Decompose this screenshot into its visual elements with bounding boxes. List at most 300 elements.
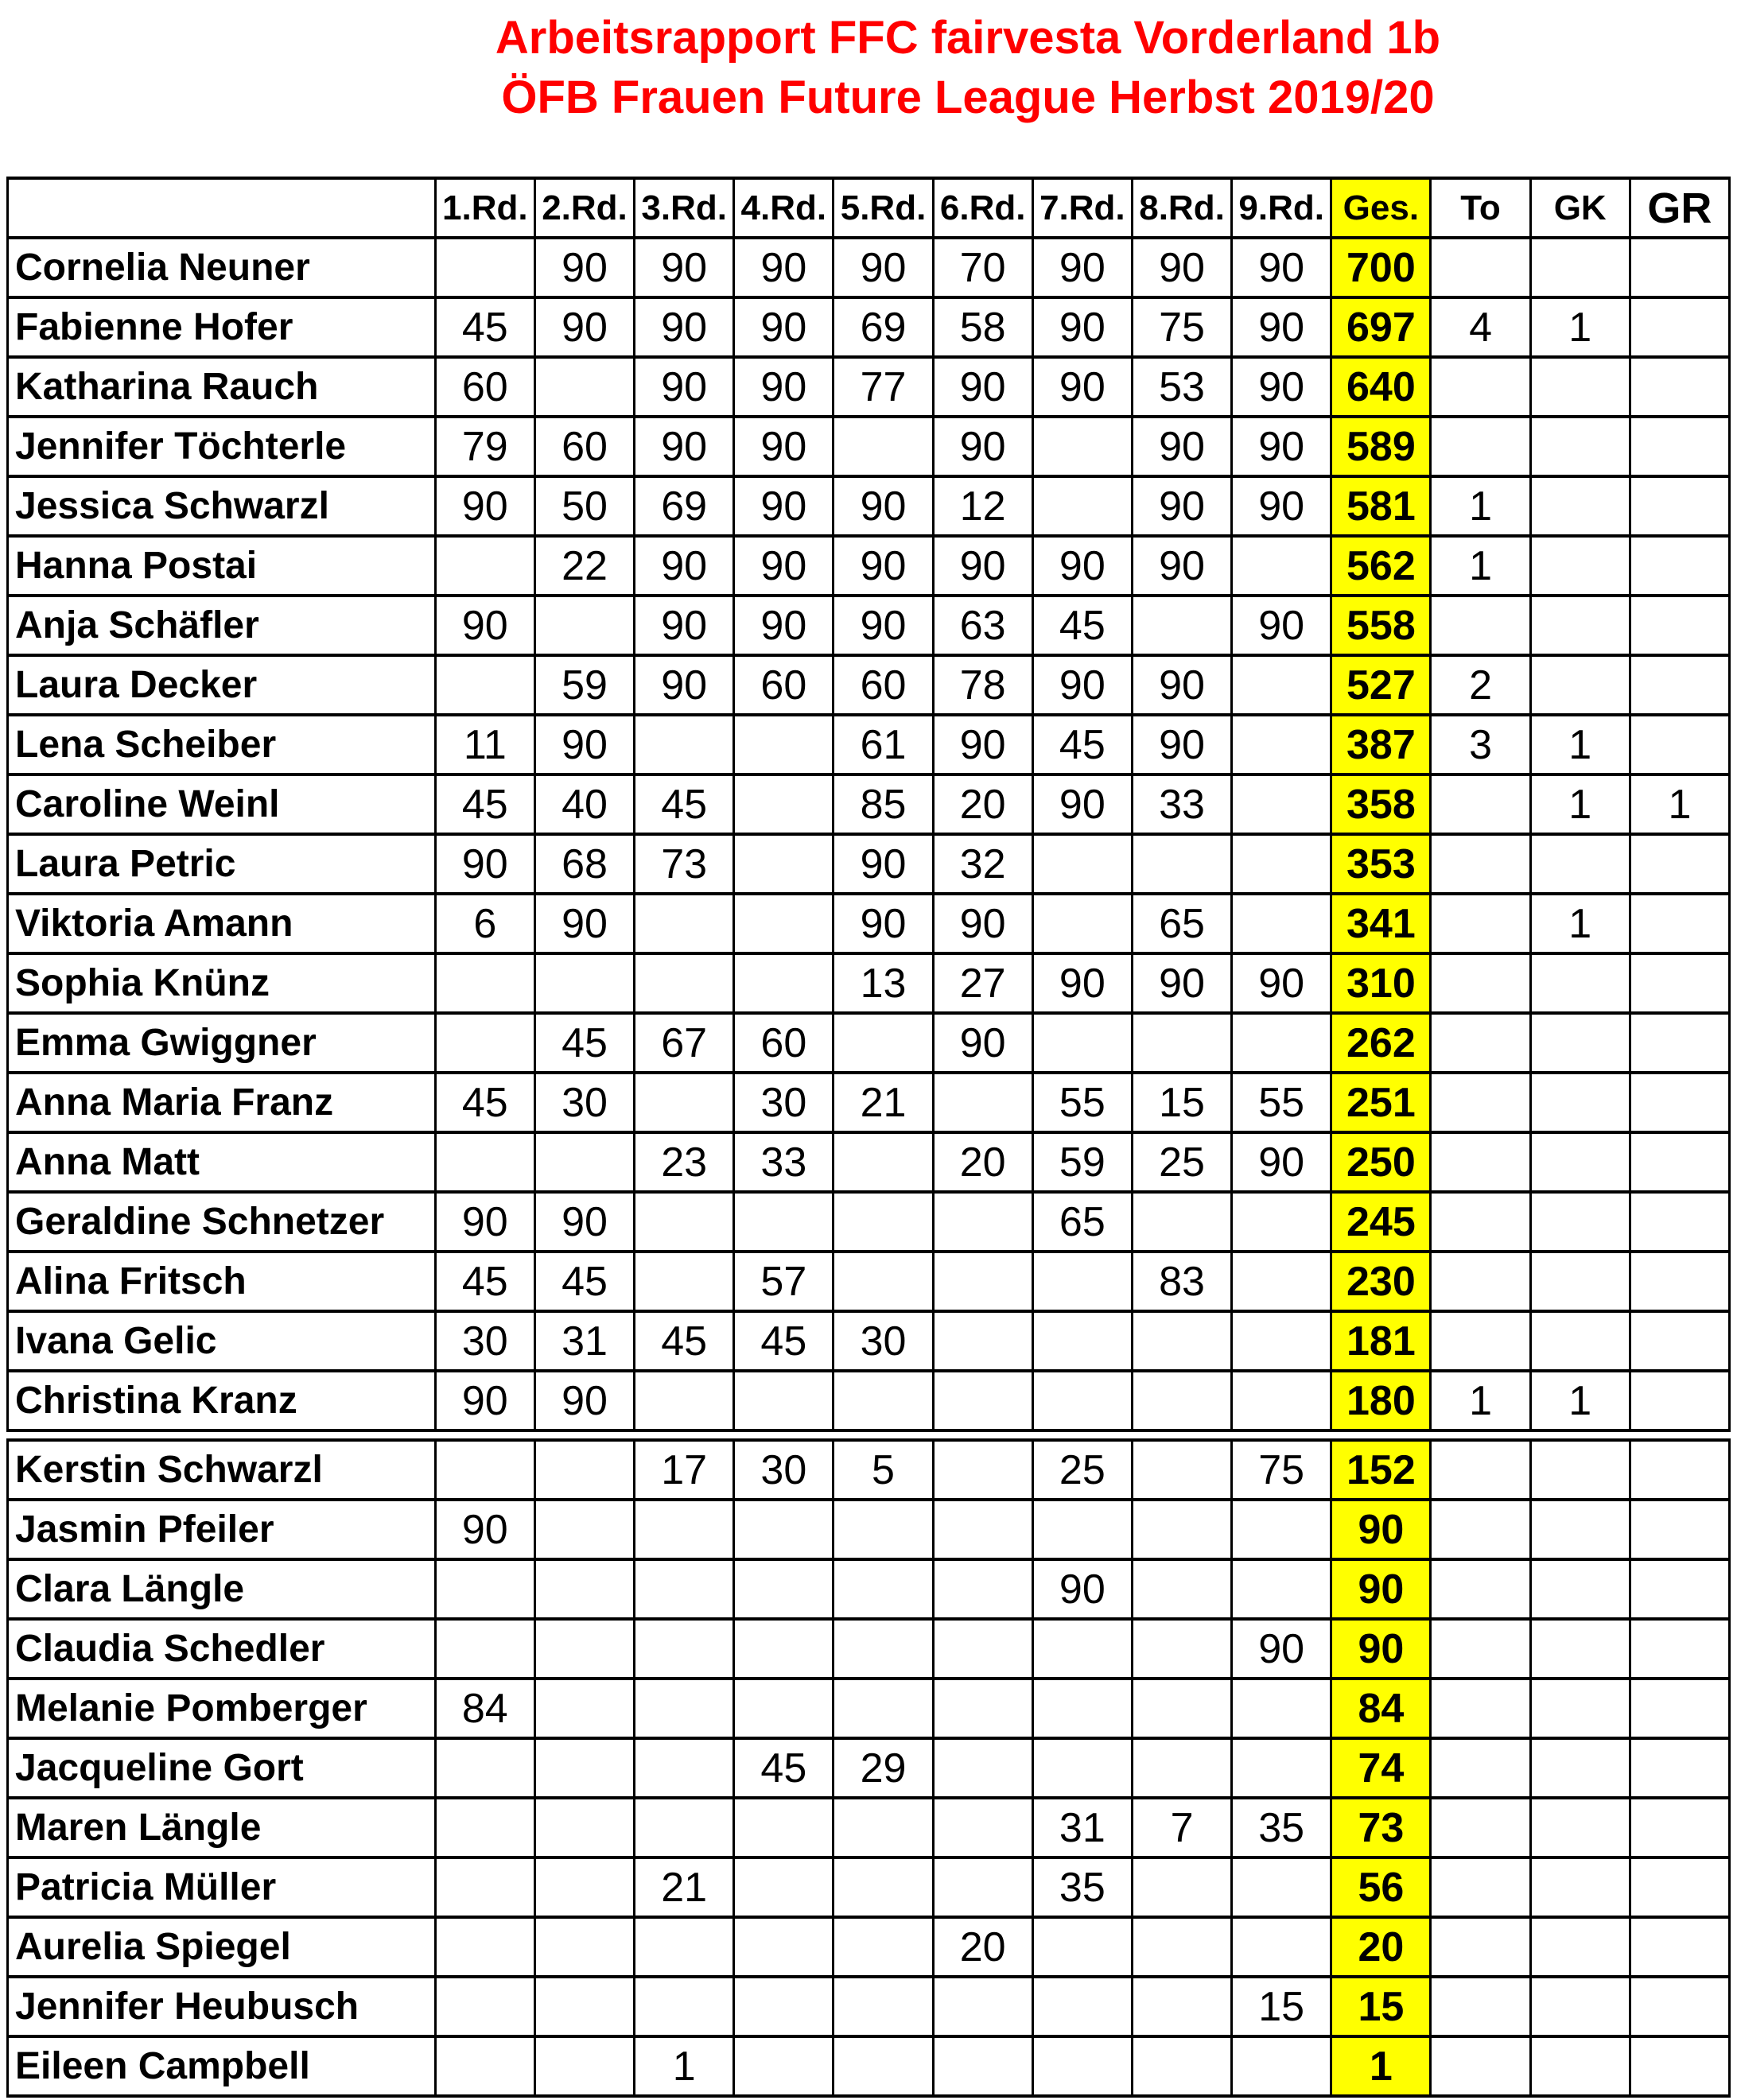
round-cell: 90 bbox=[435, 834, 534, 894]
round-cell: 90 bbox=[1032, 774, 1132, 834]
table-row bbox=[8, 1738, 1730, 1798]
round-cell bbox=[1032, 1500, 1132, 1559]
round-cell: 90 bbox=[933, 1013, 1032, 1073]
table-row bbox=[8, 417, 1730, 476]
gk-cell: 1 bbox=[1530, 894, 1630, 953]
round-cell: 69 bbox=[635, 476, 734, 536]
table-row bbox=[8, 1073, 1730, 1132]
gk-cell bbox=[1530, 1857, 1630, 1917]
round-cell: 45 bbox=[534, 1252, 634, 1311]
round-cell: 21 bbox=[834, 1073, 933, 1132]
round-cell: 21 bbox=[635, 1857, 734, 1917]
round-cell bbox=[1032, 1619, 1132, 1679]
round-cell: 69 bbox=[834, 297, 933, 357]
player-name-cell: Anna Maria Franz bbox=[8, 1073, 436, 1132]
gr-cell bbox=[1630, 297, 1729, 357]
table-row bbox=[8, 536, 1730, 596]
gr-cell bbox=[1630, 1073, 1729, 1132]
gk-cell bbox=[1530, 1977, 1630, 2036]
round-cell bbox=[933, 1738, 1032, 1798]
round-cell bbox=[534, 953, 634, 1013]
round-cell bbox=[635, 1192, 734, 1252]
to-cell bbox=[1431, 417, 1530, 476]
round-cell bbox=[435, 655, 534, 715]
round-cell bbox=[933, 1073, 1032, 1132]
round-cell: 90 bbox=[734, 357, 834, 417]
round-cell bbox=[534, 1977, 634, 2036]
round-header-cell: 3.Rd. bbox=[635, 178, 734, 238]
round-cell: 29 bbox=[834, 1738, 933, 1798]
round-cell bbox=[734, 1798, 834, 1857]
round-cell bbox=[834, 417, 933, 476]
table-row bbox=[8, 357, 1730, 417]
round-cell bbox=[834, 1857, 933, 1917]
round-cell bbox=[1032, 476, 1132, 536]
round-cell: 45 bbox=[734, 1738, 834, 1798]
round-cell: 90 bbox=[834, 894, 933, 953]
round-cell bbox=[435, 1917, 534, 1977]
round-cell: 55 bbox=[1032, 1073, 1132, 1132]
ges-total-cell: 262 bbox=[1331, 1013, 1431, 1073]
player-name-cell: Sophia Knünz bbox=[8, 953, 436, 1013]
round-cell bbox=[1132, 1440, 1231, 1500]
round-cell bbox=[1232, 1559, 1331, 1619]
round-cell: 45 bbox=[435, 297, 534, 357]
gk-cell bbox=[1530, 2036, 1630, 2096]
to-cell bbox=[1431, 834, 1530, 894]
round-cell bbox=[635, 1977, 734, 2036]
table-row bbox=[8, 297, 1730, 357]
round-header-cell: 5.Rd. bbox=[834, 178, 933, 238]
round-cell: 40 bbox=[534, 774, 634, 834]
round-cell bbox=[1232, 715, 1331, 774]
gk-cell: 1 bbox=[1530, 715, 1630, 774]
gr-cell bbox=[1630, 476, 1729, 536]
round-cell bbox=[635, 1679, 734, 1738]
round-cell: 60 bbox=[834, 655, 933, 715]
player-name-cell: Jessica Schwarzl bbox=[8, 476, 436, 536]
round-cell bbox=[435, 1132, 534, 1192]
gr-cell bbox=[1630, 1679, 1729, 1738]
round-cell: 63 bbox=[933, 596, 1032, 655]
round-cell: 12 bbox=[933, 476, 1032, 536]
round-cell bbox=[1132, 1977, 1231, 2036]
round-cell: 60 bbox=[734, 655, 834, 715]
round-cell: 90 bbox=[734, 476, 834, 536]
round-cell bbox=[1032, 1917, 1132, 1977]
ges-total-cell: 527 bbox=[1331, 655, 1431, 715]
round-cell: 30 bbox=[834, 1311, 933, 1371]
gr-cell bbox=[1630, 1311, 1729, 1371]
gr-cell: 1 bbox=[1630, 774, 1729, 834]
round-cell bbox=[734, 1619, 834, 1679]
main-table-body bbox=[8, 238, 1730, 1430]
round-cell bbox=[734, 1371, 834, 1430]
round-cell: 35 bbox=[1032, 1857, 1132, 1917]
round-cell: 90 bbox=[534, 894, 634, 953]
table-row bbox=[8, 596, 1730, 655]
round-cell bbox=[1032, 1311, 1132, 1371]
round-cell: 20 bbox=[933, 774, 1032, 834]
round-cell bbox=[1232, 1192, 1331, 1252]
player-name-cell: Laura Petric bbox=[8, 834, 436, 894]
round-cell bbox=[1032, 1679, 1132, 1738]
round-cell bbox=[933, 1679, 1032, 1738]
gk-cell bbox=[1530, 1738, 1630, 1798]
round-cell: 90 bbox=[734, 596, 834, 655]
round-cell bbox=[1232, 774, 1331, 834]
table-row bbox=[8, 1371, 1730, 1430]
round-cell: 45 bbox=[1032, 596, 1132, 655]
table-row bbox=[8, 774, 1730, 834]
table-row bbox=[8, 238, 1730, 297]
to-cell bbox=[1431, 953, 1530, 1013]
reserve-table-body bbox=[8, 1440, 1730, 2096]
ges-total-cell: 56 bbox=[1331, 1857, 1431, 1917]
round-cell: 90 bbox=[1132, 953, 1231, 1013]
round-cell bbox=[1232, 1311, 1331, 1371]
round-cell bbox=[534, 1440, 634, 1500]
gk-cell bbox=[1530, 1679, 1630, 1738]
round-cell: 23 bbox=[635, 1132, 734, 1192]
round-cell bbox=[1132, 1013, 1231, 1073]
round-cell: 59 bbox=[534, 655, 634, 715]
round-cell: 90 bbox=[435, 1371, 534, 1430]
round-cell: 90 bbox=[933, 417, 1032, 476]
round-cell: 75 bbox=[1132, 297, 1231, 357]
round-cell bbox=[734, 1679, 834, 1738]
round-cell: 67 bbox=[635, 1013, 734, 1073]
round-cell: 17 bbox=[635, 1440, 734, 1500]
round-cell: 61 bbox=[834, 715, 933, 774]
round-cell bbox=[534, 1559, 634, 1619]
round-cell bbox=[834, 1679, 933, 1738]
player-name-cell: Kerstin Schwarzl bbox=[8, 1440, 436, 1500]
to-cell bbox=[1431, 1679, 1530, 1738]
round-cell: 50 bbox=[534, 476, 634, 536]
round-cell: 32 bbox=[933, 834, 1032, 894]
round-cell bbox=[534, 596, 634, 655]
round-cell bbox=[1132, 2036, 1231, 2096]
round-cell bbox=[435, 1440, 534, 1500]
round-cell: 90 bbox=[734, 417, 834, 476]
round-cell bbox=[1032, 417, 1132, 476]
round-cell: 68 bbox=[534, 834, 634, 894]
round-cell bbox=[534, 1798, 634, 1857]
gr-cell bbox=[1630, 1132, 1729, 1192]
round-cell bbox=[534, 1619, 634, 1679]
report-title-line2: ÖFB Frauen Future League Herbst 2019/20 bbox=[501, 72, 1435, 123]
round-cell bbox=[1132, 1679, 1231, 1738]
player-name-cell: Geraldine Schnetzer bbox=[8, 1192, 436, 1252]
round-cell: 70 bbox=[933, 238, 1032, 297]
gr-cell bbox=[1630, 1798, 1729, 1857]
to-cell bbox=[1431, 1738, 1530, 1798]
round-cell: 90 bbox=[1132, 476, 1231, 536]
table-row bbox=[8, 1252, 1730, 1311]
gr-cell bbox=[1630, 1013, 1729, 1073]
round-cell bbox=[1032, 1977, 1132, 2036]
round-cell bbox=[635, 1619, 734, 1679]
round-cell: 13 bbox=[834, 953, 933, 1013]
players-table-main bbox=[6, 177, 1731, 1432]
table-row bbox=[8, 655, 1730, 715]
gk-cell bbox=[1530, 536, 1630, 596]
round-cell: 90 bbox=[1132, 238, 1231, 297]
table-row bbox=[8, 1440, 1730, 1500]
round-cell: 90 bbox=[734, 238, 834, 297]
ges-total-cell: 558 bbox=[1331, 596, 1431, 655]
player-name-cell: Katharina Rauch bbox=[8, 357, 436, 417]
gk-header-cell: GK bbox=[1530, 178, 1630, 238]
round-cell bbox=[1032, 1371, 1132, 1430]
round-cell: 90 bbox=[1132, 536, 1231, 596]
table-row bbox=[8, 1619, 1730, 1679]
round-cell bbox=[534, 357, 634, 417]
gr-cell bbox=[1630, 1192, 1729, 1252]
round-cell bbox=[1132, 1500, 1231, 1559]
ges-total-cell: 73 bbox=[1331, 1798, 1431, 1857]
to-header-cell: To bbox=[1431, 178, 1530, 238]
player-name-cell: Fabienne Hofer bbox=[8, 297, 436, 357]
ges-total-cell: 90 bbox=[1331, 1500, 1431, 1559]
table-row bbox=[8, 1013, 1730, 1073]
table-row bbox=[8, 894, 1730, 953]
ges-total-cell: 310 bbox=[1331, 953, 1431, 1013]
player-name-cell: Jasmin Pfeiler bbox=[8, 1500, 436, 1559]
round-cell: 90 bbox=[1132, 417, 1231, 476]
ges-total-cell: 250 bbox=[1331, 1132, 1431, 1192]
round-cell bbox=[534, 1738, 634, 1798]
gr-cell bbox=[1630, 1252, 1729, 1311]
round-cell: 90 bbox=[1032, 953, 1132, 1013]
to-cell: 3 bbox=[1431, 715, 1530, 774]
round-cell: 90 bbox=[635, 596, 734, 655]
round-cell bbox=[734, 715, 834, 774]
gr-cell bbox=[1630, 596, 1729, 655]
player-name-cell: Claudia Schedler bbox=[8, 1619, 436, 1679]
table-row bbox=[8, 1679, 1730, 1738]
table-row bbox=[8, 1798, 1730, 1857]
round-cell: 90 bbox=[1032, 536, 1132, 596]
round-cell: 90 bbox=[635, 238, 734, 297]
round-cell bbox=[834, 1619, 933, 1679]
gr-cell bbox=[1630, 1440, 1729, 1500]
report-title-line1: Arbeitsrapport FFC fairvesta Vorderland 1b bbox=[495, 12, 1441, 64]
to-cell bbox=[1431, 894, 1530, 953]
round-cell bbox=[933, 1311, 1032, 1371]
player-name-cell: Maren Längle bbox=[8, 1798, 436, 1857]
round-cell: 45 bbox=[1032, 715, 1132, 774]
round-cell bbox=[734, 1857, 834, 1917]
to-cell bbox=[1431, 1192, 1530, 1252]
round-cell bbox=[734, 1500, 834, 1559]
gr-cell bbox=[1630, 1559, 1729, 1619]
round-cell: 25 bbox=[1032, 1440, 1132, 1500]
round-cell bbox=[734, 1917, 834, 1977]
gr-cell bbox=[1630, 1977, 1729, 2036]
table-row bbox=[8, 953, 1730, 1013]
round-cell: 15 bbox=[1132, 1073, 1231, 1132]
round-cell bbox=[1232, 1371, 1331, 1430]
to-cell bbox=[1431, 774, 1530, 834]
round-cell: 90 bbox=[834, 238, 933, 297]
round-cell bbox=[534, 1857, 634, 1917]
ges-total-cell: 640 bbox=[1331, 357, 1431, 417]
round-cell: 90 bbox=[1032, 655, 1132, 715]
ges-total-cell: 84 bbox=[1331, 1679, 1431, 1738]
to-cell bbox=[1431, 596, 1530, 655]
to-cell bbox=[1431, 1619, 1530, 1679]
round-cell bbox=[834, 1977, 933, 2036]
ges-total-cell: 90 bbox=[1331, 1559, 1431, 1619]
round-cell: 90 bbox=[534, 238, 634, 297]
round-cell bbox=[834, 1917, 933, 1977]
round-cell bbox=[1232, 655, 1331, 715]
round-cell bbox=[1132, 1738, 1231, 1798]
round-cell: 75 bbox=[1232, 1440, 1331, 1500]
gk-cell bbox=[1530, 1440, 1630, 1500]
round-cell: 90 bbox=[534, 715, 634, 774]
round-cell bbox=[1232, 536, 1331, 596]
round-cell bbox=[933, 1559, 1032, 1619]
round-cell bbox=[834, 1798, 933, 1857]
round-cell: 78 bbox=[933, 655, 1032, 715]
round-cell bbox=[1132, 1371, 1231, 1430]
round-header-cell: 9.Rd. bbox=[1232, 178, 1331, 238]
round-cell bbox=[1032, 1013, 1132, 1073]
round-cell: 45 bbox=[534, 1013, 634, 1073]
round-cell: 90 bbox=[834, 596, 933, 655]
round-cell: 90 bbox=[1232, 476, 1331, 536]
round-cell bbox=[1132, 1917, 1231, 1977]
gr-cell bbox=[1630, 1371, 1729, 1430]
player-name-cell: Christina Kranz bbox=[8, 1371, 436, 1430]
round-cell bbox=[635, 1252, 734, 1311]
round-cell bbox=[534, 1679, 634, 1738]
player-name-cell: Jennifer Heubusch bbox=[8, 1977, 436, 2036]
round-cell bbox=[1132, 596, 1231, 655]
round-cell bbox=[1232, 1252, 1331, 1311]
player-name-cell: Laura Decker bbox=[8, 655, 436, 715]
round-cell: 90 bbox=[635, 417, 734, 476]
player-name-cell: Viktoria Amann bbox=[8, 894, 436, 953]
round-cell bbox=[1032, 1738, 1132, 1798]
to-cell bbox=[1431, 1440, 1530, 1500]
to-cell bbox=[1431, 238, 1530, 297]
round-cell: 30 bbox=[534, 1073, 634, 1132]
ges-total-cell: 353 bbox=[1331, 834, 1431, 894]
to-cell bbox=[1431, 1013, 1530, 1073]
round-cell: 79 bbox=[435, 417, 534, 476]
gk-cell bbox=[1530, 1311, 1630, 1371]
round-header-cell: 7.Rd. bbox=[1032, 178, 1132, 238]
round-cell bbox=[534, 2036, 634, 2096]
round-cell: 83 bbox=[1132, 1252, 1231, 1311]
round-cell bbox=[1232, 1917, 1331, 1977]
round-cell: 45 bbox=[635, 774, 734, 834]
round-cell: 30 bbox=[435, 1311, 534, 1371]
gr-cell bbox=[1630, 834, 1729, 894]
ges-total-cell: 181 bbox=[1331, 1311, 1431, 1371]
player-name-cell: Anna Matt bbox=[8, 1132, 436, 1192]
round-cell bbox=[635, 1798, 734, 1857]
player-name-cell: Hanna Postai bbox=[8, 536, 436, 596]
gr-cell bbox=[1630, 1619, 1729, 1679]
round-cell bbox=[834, 2036, 933, 2096]
round-cell bbox=[834, 1013, 933, 1073]
round-cell: 31 bbox=[1032, 1798, 1132, 1857]
ges-total-cell: 20 bbox=[1331, 1917, 1431, 1977]
ges-total-cell: 387 bbox=[1331, 715, 1431, 774]
player-name-cell: Melanie Pomberger bbox=[8, 1679, 436, 1738]
gk-cell bbox=[1530, 1013, 1630, 1073]
gk-cell bbox=[1530, 1619, 1630, 1679]
round-cell bbox=[1032, 834, 1132, 894]
ges-total-cell: 180 bbox=[1331, 1371, 1431, 1430]
player-name-cell: Emma Gwiggner bbox=[8, 1013, 436, 1073]
ges-total-cell: 697 bbox=[1331, 297, 1431, 357]
gk-cell bbox=[1530, 417, 1630, 476]
round-cell: 90 bbox=[834, 834, 933, 894]
gk-cell bbox=[1530, 1917, 1630, 1977]
round-cell bbox=[1032, 2036, 1132, 2096]
round-cell: 90 bbox=[534, 297, 634, 357]
table-row bbox=[8, 834, 1730, 894]
round-cell bbox=[1032, 894, 1132, 953]
round-cell: 84 bbox=[435, 1679, 534, 1738]
round-cell: 90 bbox=[1032, 297, 1132, 357]
round-cell: 1 bbox=[635, 2036, 734, 2096]
gr-header-cell: GR bbox=[1630, 178, 1729, 238]
round-cell bbox=[435, 2036, 534, 2096]
work-report-table bbox=[6, 177, 1731, 2098]
table-row bbox=[8, 1311, 1730, 1371]
gk-cell bbox=[1530, 1192, 1630, 1252]
table-row bbox=[8, 2036, 1730, 2096]
round-cell: 90 bbox=[435, 1500, 534, 1559]
round-cell: 30 bbox=[734, 1440, 834, 1500]
round-cell bbox=[1232, 1857, 1331, 1917]
round-cell bbox=[635, 1371, 734, 1430]
gr-cell bbox=[1630, 1917, 1729, 1977]
round-header-cell: 6.Rd. bbox=[933, 178, 1032, 238]
table-row bbox=[8, 1132, 1730, 1192]
round-cell bbox=[933, 1440, 1032, 1500]
round-cell: 55 bbox=[1232, 1073, 1331, 1132]
player-name-cell: Jacqueline Gort bbox=[8, 1738, 436, 1798]
round-cell: 15 bbox=[1232, 1977, 1331, 2036]
ges-total-cell: 245 bbox=[1331, 1192, 1431, 1252]
table-row bbox=[8, 476, 1730, 536]
round-cell: 33 bbox=[1132, 774, 1231, 834]
round-cell: 90 bbox=[933, 536, 1032, 596]
to-cell: 1 bbox=[1431, 476, 1530, 536]
ges-header-cell: Ges. bbox=[1331, 178, 1431, 238]
round-cell bbox=[1132, 1311, 1231, 1371]
gk-cell bbox=[1530, 655, 1630, 715]
gk-cell bbox=[1530, 1073, 1630, 1132]
corner-cell bbox=[8, 178, 436, 238]
gk-cell: 1 bbox=[1530, 1371, 1630, 1430]
gk-cell bbox=[1530, 834, 1630, 894]
gr-cell bbox=[1630, 1857, 1729, 1917]
round-cell: 58 bbox=[933, 297, 1032, 357]
player-name-cell: Clara Längle bbox=[8, 1559, 436, 1619]
round-header-cell: 8.Rd. bbox=[1132, 178, 1231, 238]
round-cell bbox=[635, 1500, 734, 1559]
round-cell: 90 bbox=[635, 357, 734, 417]
